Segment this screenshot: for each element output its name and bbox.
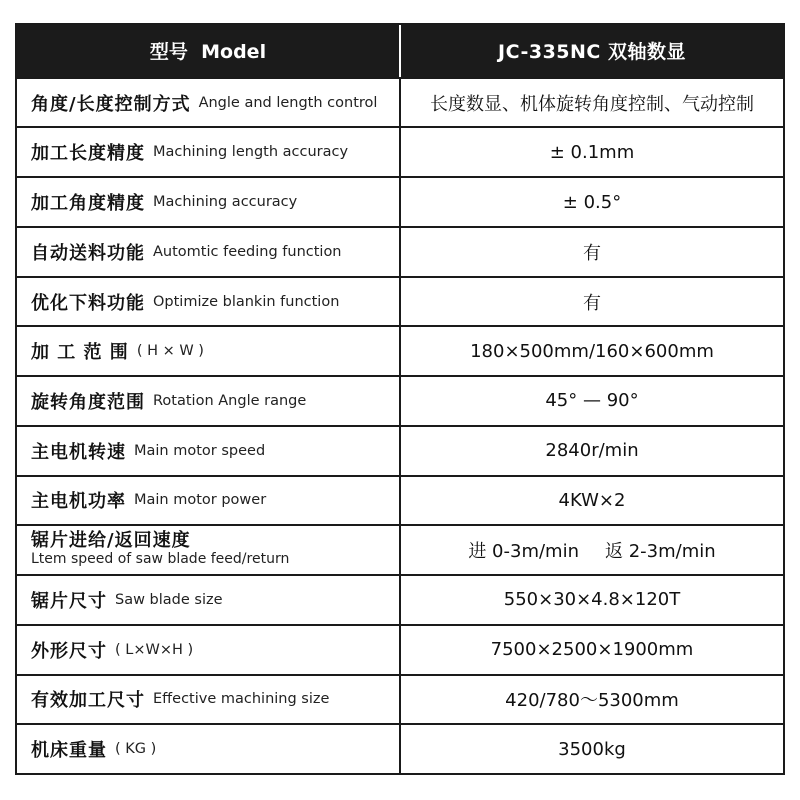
row-value: 有 — [583, 292, 601, 314]
table-row — [17, 574, 783, 624]
row-value: 180×500mm/160×600mm — [470, 340, 714, 362]
label-zh: 锯片尺寸 — [31, 590, 107, 612]
label-en: ( L×W×H ) — [115, 641, 194, 658]
label-zh: 加工角度精度 — [31, 193, 145, 215]
row-value: ± 0.1mm — [549, 141, 635, 163]
label-zh: 主电机转速 — [31, 441, 126, 463]
table-row — [17, 226, 783, 276]
label-zh: 旋转角度范围 — [31, 391, 145, 413]
table-row — [17, 176, 783, 226]
label-en: Ltem speed of saw blade feed/return — [31, 551, 290, 568]
table-row — [17, 624, 783, 674]
label-en: Angle and length control — [198, 94, 378, 111]
table-header-row — [17, 25, 783, 77]
label-zh: 优化下料功能 — [31, 292, 145, 314]
row-label — [17, 526, 401, 574]
label-zh: 锯片进给/返回速度 — [31, 530, 191, 552]
label-en: Automtic feeding function — [153, 243, 342, 260]
row-label — [17, 278, 401, 326]
label-zh: 加工长度精度 — [31, 143, 145, 165]
label-en: Rotation Angle range — [153, 392, 307, 409]
row-value: 3500kg — [558, 738, 626, 760]
row-value: 420/780～5300mm — [505, 690, 679, 712]
label-en: Optimize blankin function — [153, 293, 340, 310]
header-model-value: JC-335NC 双轴数显 — [498, 41, 686, 64]
table-row — [17, 723, 783, 773]
label-en: ( H × W ) — [136, 343, 204, 360]
label-zh: 主电机功率 — [31, 491, 126, 513]
table-row — [17, 674, 783, 724]
row-label — [17, 676, 401, 724]
feed-speed-value: 进 0-3m/min — [468, 541, 579, 563]
row-label — [17, 79, 401, 127]
table-row — [17, 425, 783, 475]
label-en: Machining length accuracy — [153, 144, 349, 161]
row-value — [401, 526, 783, 574]
row-label — [17, 228, 401, 276]
row-value: ± 0.5° — [562, 191, 622, 213]
header-label: 型号 Model — [17, 25, 401, 77]
table-row — [17, 375, 783, 425]
row-label — [17, 725, 401, 773]
label-en: ( KG ) — [115, 741, 157, 758]
label-en: Effective machining size — [153, 691, 330, 708]
label-zh: 机床重量 — [31, 740, 107, 762]
row-value: 长度数显、机体旋转角度控制、气动控制 — [430, 93, 754, 115]
label-en: Main motor speed — [134, 442, 266, 459]
label-zh: 角度/长度控制方式 — [31, 93, 191, 115]
row-label — [17, 576, 401, 624]
table-row — [17, 475, 783, 525]
row-value: 550×30×4.8×120T — [503, 589, 681, 611]
row-label — [17, 128, 401, 176]
table-row — [17, 126, 783, 176]
label-en: Machining accuracy — [153, 194, 298, 211]
table-row — [17, 524, 783, 574]
label-en: Saw blade size — [115, 591, 223, 608]
label-zh: 外形尺寸 — [31, 640, 107, 662]
label-zh: 有效加工尺寸 — [31, 690, 145, 712]
row-value: 2840r/min — [545, 440, 639, 462]
row-value: 有 — [583, 242, 601, 264]
row-label — [17, 626, 401, 674]
label-zh: 加 工 范 围 — [31, 342, 129, 364]
row-label — [17, 327, 401, 375]
label-en: Main motor power — [134, 492, 267, 509]
row-label — [17, 477, 401, 525]
label-zh: 自动送料功能 — [31, 242, 145, 264]
row-label — [17, 427, 401, 475]
row-label — [17, 178, 401, 226]
spec-table — [15, 23, 785, 775]
table-row — [17, 325, 783, 375]
row-value: 7500×2500×1900mm — [490, 639, 694, 661]
table-row — [17, 77, 783, 127]
row-label — [17, 377, 401, 425]
row-value: 4KW×2 — [558, 489, 626, 511]
table-row — [17, 276, 783, 326]
return-speed-value: 返 2-3m/min — [605, 541, 716, 563]
row-value: 45° — 90° — [545, 390, 639, 412]
